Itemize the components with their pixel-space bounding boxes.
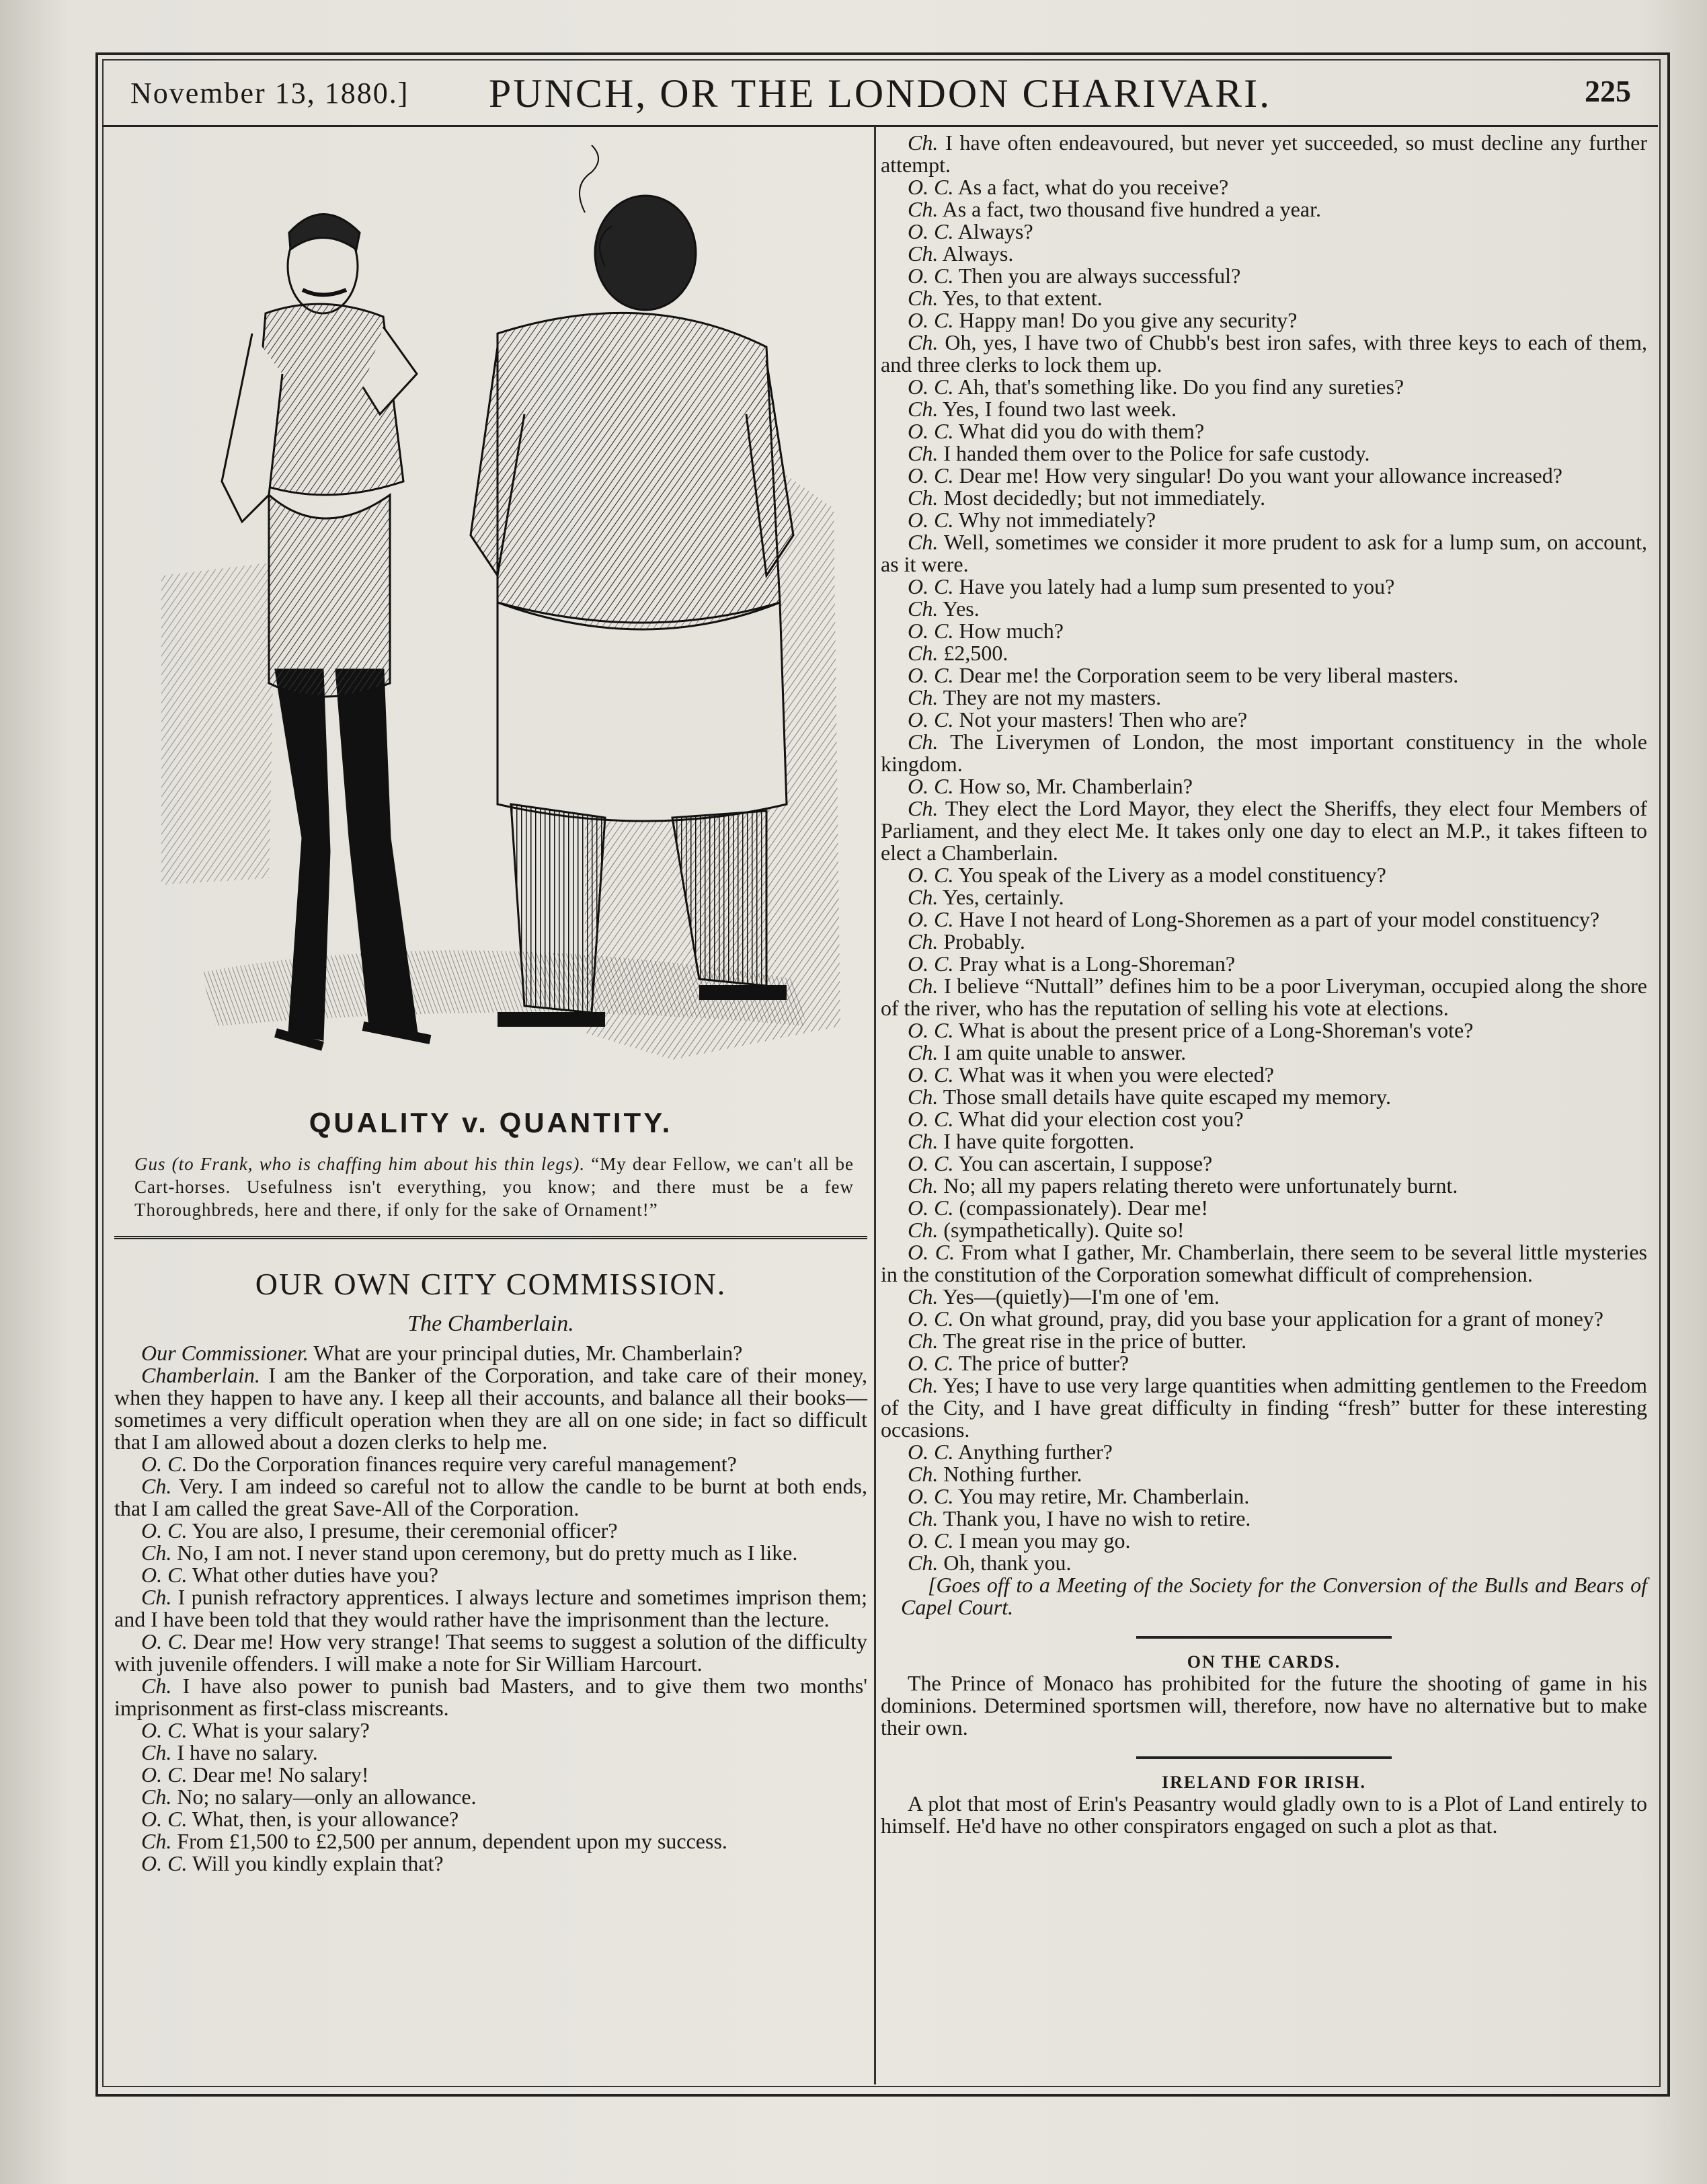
dialogue-line [881, 398, 1647, 420]
line-text: I am quite unable to answer. [943, 1040, 1187, 1064]
line-text: Always? [957, 219, 1033, 243]
speaker-label: O. C. [908, 951, 954, 976]
dialogue-line [881, 531, 1647, 576]
header-date: November 13, 1880.] [130, 77, 409, 110]
line-text: Always. [942, 241, 1014, 266]
page-header [102, 64, 1658, 124]
dialogue-line [114, 1719, 867, 1742]
speaker-label: Ch. [908, 397, 939, 421]
line-text: Yes, I found two last week. [943, 397, 1177, 421]
dialogue-line [881, 243, 1647, 265]
dialogue-line [114, 1786, 867, 1808]
speaker-label: Ch. [908, 1173, 939, 1198]
speaker-label: Ch. [141, 1585, 172, 1609]
dialogue-line [114, 1364, 867, 1453]
speaker-label: Ch. [141, 1785, 172, 1809]
speaker-label: O. C. [908, 508, 954, 532]
line-text: Pray what is a Long-Shoreman? [959, 951, 1236, 976]
dialogue-line [881, 642, 1647, 664]
dialogue-line [881, 1552, 1647, 1574]
line-text: (compassionately). Dear me! [959, 1196, 1208, 1220]
speaker-label: O. C. [908, 1151, 954, 1175]
speaker-label: O. C. [908, 375, 954, 399]
dialogue-line [881, 376, 1647, 398]
dialogue-line [114, 1453, 867, 1475]
dialogue-line [881, 487, 1647, 509]
section-rule-2 [1136, 1756, 1392, 1759]
speaker-label: O. C. [908, 619, 954, 643]
speaker-label: O. C. [908, 774, 954, 798]
speaker-label: Our Commissioner. [141, 1341, 309, 1365]
dialogue-line [881, 1064, 1647, 1086]
dialogue-line [114, 1808, 867, 1830]
dialogue-line [881, 265, 1647, 287]
dialogue-line [114, 1342, 867, 1364]
speaker-label: Ch. [908, 485, 939, 510]
speaker-label: O. C. [908, 1306, 954, 1331]
line-text: Anything further? [957, 1440, 1113, 1464]
dialogue-line [881, 1197, 1647, 1219]
cartoon-caption [134, 1153, 854, 1221]
line-text: No; all my papers relating thereto were unfortunately burnt. [943, 1173, 1458, 1198]
speaker-label: Ch. [908, 241, 939, 266]
line-text: Ah, that's something like. Do you find any sureties? [957, 375, 1404, 399]
line-text: The great rise in the price of butter. [943, 1329, 1247, 1353]
speaker-label: O. C. [908, 175, 954, 199]
line-text: How so, Mr. Chamberlain? [959, 774, 1193, 798]
line-text: What are your principal duties, Mr. Chamberlain? [313, 1341, 743, 1365]
speaker-label: Ch. [908, 796, 939, 820]
line-text: No, I am not. I never stand upon ceremony, but do pretty much as I like. [177, 1540, 798, 1565]
speaker-label: Ch. [908, 641, 939, 665]
page-number: 225 [1585, 74, 1631, 108]
dialogue-line [881, 332, 1647, 376]
dialogue-line [114, 1830, 867, 1852]
dialogue-line [881, 1108, 1647, 1130]
dialogue-line [881, 797, 1647, 864]
line-text: You may retire, Mr. Chamberlain. [958, 1484, 1250, 1508]
left-column [114, 132, 867, 1875]
line-text: You are also, I presume, their ceremonial officer? [192, 1518, 618, 1543]
line-text: Have I not heard of Long-Shoremen as a part of your model constituency? [959, 907, 1600, 931]
dialogue-line [881, 1019, 1647, 1042]
speaker-label: O. C. [908, 219, 954, 243]
line-text: What did you do with them? [958, 419, 1205, 443]
dialogue-line [881, 931, 1647, 953]
line-text: Why not immediately? [958, 508, 1156, 532]
speaker-label: Ch. [908, 441, 939, 465]
line-text: From what I gather, Mr. Chamberlain, there seem to be several little mysteries in the constitution of the Corporation somewhat difficult of comprehension. [881, 1240, 1648, 1286]
line-text: Will you kindly explain that? [192, 1851, 444, 1875]
speaker-label: Ch. [141, 1740, 172, 1764]
line-text: On what ground, pray, did you base your application for a grant of money? [959, 1306, 1603, 1331]
line-text: The price of butter? [958, 1351, 1129, 1375]
line-text: I have also power to punish bad Masters, and to give them two months' imprisonment as first-class miscreants. [114, 1674, 867, 1720]
speaker-label: O. C. [141, 1518, 188, 1543]
dialogue-line [881, 1508, 1647, 1530]
header-rule [102, 125, 1658, 127]
dialogue-line [881, 198, 1647, 221]
right-column [881, 132, 1647, 1837]
dialogue-line [881, 687, 1647, 709]
section-double-rule [114, 1236, 867, 1239]
cartoon-title: QUALITY v. QUANTITY. [309, 1107, 673, 1138]
speaker-label: Chamberlain. [141, 1363, 260, 1387]
dialogue-line [881, 775, 1647, 797]
speaker-label: O. C. [141, 1629, 188, 1653]
speaker-label: Ch. [908, 330, 939, 354]
speaker-label: Ch. [908, 1040, 939, 1064]
dialogue-line [881, 1175, 1647, 1197]
dialogue-line [881, 1219, 1647, 1241]
stage-direction: [Goes off to a Meeting of the Society for the Conversion of the Bulls and Bears of Capel Court. [901, 1573, 1647, 1619]
speaker-label: O. C. [908, 264, 954, 288]
dialogue-line [881, 1441, 1647, 1463]
speaker-label: O. C. [908, 1351, 954, 1375]
line-text: Most decidedly; but not immediately. [943, 485, 1266, 510]
line-text: Have you lately had a lump sum presented to you? [959, 574, 1395, 598]
dialogue-line [881, 598, 1647, 620]
speaker-label: O. C. [908, 1018, 954, 1042]
line-text: I am the Banker of the Corporation, and take care of their money, when they happen to have any. I keep all their accounts, and balance all their books—sometimes a very difficult operation when they are all on one side; in fact so difficult that I am allowed about a dozen clerks to help me. [114, 1363, 868, 1454]
line-text: What is about the present price of a Long-Shoreman's vote? [958, 1018, 1474, 1042]
line-text: I have no salary. [177, 1740, 318, 1764]
line-text: I mean you may go. [959, 1528, 1131, 1553]
dialogue-line [114, 1564, 867, 1586]
speaker-label: Ch. [908, 885, 939, 909]
speaker-label: O. C. [908, 863, 954, 887]
cartoon-illustration [121, 132, 861, 1093]
dialogue-line [881, 886, 1647, 908]
line-text: Do the Corporation finances require very careful management? [192, 1452, 737, 1476]
speaker-label: Ch. [908, 1506, 939, 1530]
speaker-label: O. C. [908, 574, 954, 598]
line-text: Happy man! Do you give any security? [959, 308, 1298, 332]
dialogue-line [114, 1542, 867, 1564]
line-text: As a fact, what do you receive? [957, 175, 1229, 199]
header-title: PUNCH, OR THE LONDON CHARIVARI. [488, 71, 1272, 116]
dialogue-line [114, 1675, 867, 1719]
speaker-label: Ch. [908, 1284, 939, 1309]
dialogue-line [881, 132, 1647, 176]
speaker-label: Ch. [141, 1829, 172, 1853]
dialogue-line [114, 1764, 867, 1786]
speaker-label: O. C. [908, 1484, 954, 1508]
ireland-title: IRELAND FOR IRISH. [1162, 1772, 1366, 1792]
dialogue-line [881, 1485, 1647, 1508]
speaker-label: O. C. [908, 1062, 954, 1087]
line-text: The Liverymen of London, the most important constituency in the whole kingdom. [881, 730, 1648, 776]
line-text: They elect the Lord Mayor, they elect the Sheriffs, they elect four Members of Parliament, and they elect Me. It takes only one day to elect an M.P., it takes fifteen to elect a Chamberlain. [881, 796, 1648, 865]
speaker-label: Ch. [908, 1218, 939, 1242]
dialogue-line [114, 1852, 867, 1875]
article-title: OUR OWN CITY COMMISSION. [255, 1267, 727, 1301]
line-text: Yes. [943, 596, 980, 621]
speaker-label: Ch. [141, 1674, 172, 1698]
dialogue-line [114, 1631, 867, 1675]
speaker-label: O. C. [141, 1452, 188, 1476]
dialogue-line [881, 731, 1647, 775]
line-text: You speak of the Livery as a model constituency? [958, 863, 1386, 887]
dialogue-line [881, 1042, 1647, 1064]
line-text: I punish refractory apprentices. I always lecture and sometimes imprison them; and I have been told that they would rather have the imprisonment than the lecture. [114, 1585, 868, 1631]
dialogue-line [881, 509, 1647, 531]
line-text: Yes; I have to use very large quantities when admitting gentlemen to the Freedom of the City, and I have great difficulty in finding “fresh” butter for these interesting occasions. [881, 1373, 1648, 1442]
speaker-label: Ch. [908, 1462, 939, 1486]
speaker-label: O. C. [908, 707, 954, 732]
line-text: Then you are always successful? [958, 264, 1241, 288]
on-the-cards-block [881, 1672, 1647, 1739]
article-subtitle: The Chamberlain. [407, 1311, 574, 1336]
dialogue-line [114, 1742, 867, 1764]
speaker-label: O. C. [908, 308, 954, 332]
dialogue-line [881, 953, 1647, 975]
line-text: Oh, yes, I have two of Chubb's best iron safes, with three keys to each of them, and three clerks to lock them up. [881, 330, 1648, 377]
line-text: What is your salary? [192, 1718, 370, 1742]
dialogue-line [881, 709, 1647, 731]
line-text: Dear me! How very strange! That seems to suggest a solution of the difficulty with juvenile offenders. I will make a note for Sir William Harcourt. [114, 1629, 868, 1676]
dialogue-line [881, 1153, 1647, 1175]
dialogue-line [881, 1330, 1647, 1352]
speaker-label: Ch. [908, 197, 939, 221]
dialogue-line [881, 1374, 1647, 1441]
line-text: Dear me! How very singular! Do you want your allowance increased? [959, 463, 1562, 488]
speaker-label: Ch. [908, 1373, 939, 1397]
speaker-label: Ch. [908, 1085, 939, 1109]
line-text: Dear me! the Corporation seem to be very liberal masters. [959, 663, 1459, 687]
cartoon-engraving [121, 132, 861, 1093]
section-rule [1136, 1636, 1392, 1639]
line-text: Dear me! No salary! [192, 1762, 369, 1787]
ireland-block [881, 1793, 1647, 1837]
speaker-label: Ch. [908, 1329, 939, 1353]
line-text: (sympathetically). Quite so! [943, 1218, 1185, 1242]
speaker-label: O. C. [141, 1807, 188, 1831]
speaker-label: O. C. [141, 1563, 188, 1587]
line-text: I have often endeavoured, but never yet succeeded, so must decline any further attempt. [881, 130, 1648, 177]
dialogue-line [881, 1241, 1647, 1286]
line-text: Not your masters! Then who are? [959, 707, 1248, 732]
speaker-label: O. C. [908, 1196, 954, 1220]
speaker-label: Ch. [908, 974, 939, 998]
dialogue-line [881, 975, 1647, 1019]
speaker-label: Ch. [908, 1551, 939, 1575]
dialogue-line [881, 176, 1647, 198]
speaker-label: Ch. [908, 929, 939, 953]
speaker-label: O. C. [141, 1718, 188, 1742]
dialogue-line [881, 420, 1647, 442]
dialogue-line [881, 576, 1647, 598]
caption-lead: Gus (to Frank, who is chaffing him about his thin legs). [134, 1154, 586, 1174]
line-text: No; no salary—only an allowance. [177, 1785, 477, 1809]
line-text: Oh, thank you. [943, 1551, 1072, 1575]
line-text: Those small details have quite escaped my memory. [943, 1085, 1391, 1109]
dialogue-line [114, 1586, 867, 1631]
line-text: Well, sometimes we consider it more prudent to ask for a lump sum, on account, as it were. [881, 530, 1647, 576]
line-text: You can ascertain, I suppose? [958, 1151, 1213, 1175]
dialogue-line [881, 1086, 1647, 1108]
on-the-cards-text: The Prince of Monaco has prohibited for the future the shooting of game in his dominions. Determined sportsmen will, therefore, now have no alternative but to make their own. [881, 1671, 1647, 1740]
dialogue-line [881, 465, 1647, 487]
speaker-label: Ch. [908, 730, 939, 754]
line-text: What, then, is your allowance? [192, 1807, 459, 1831]
line-text: What was it when you were elected? [958, 1062, 1274, 1087]
stage-direction-block [881, 1574, 1647, 1618]
article-body-left [114, 1342, 867, 1875]
dialogue-line [881, 287, 1647, 309]
speaker-label: O. C. [908, 1528, 954, 1553]
on-the-cards-title: ON THE CARDS. [1187, 1652, 1341, 1672]
speaker-label: Ch. [908, 685, 939, 709]
line-text: As a fact, two thousand five hundred a year. [942, 197, 1321, 221]
line-text: I believe “Nuttall” defines him to be a poor Liveryman, occupied along the shore of the river, who has the reputation of selling his vote at elections. [881, 974, 1648, 1020]
line-text: How much? [959, 619, 1064, 643]
dialogue-line [881, 908, 1647, 931]
line-text: Yes—(quietly)—I'm one of 'em. [943, 1284, 1220, 1309]
line-text: I have quite forgotten. [943, 1129, 1135, 1153]
dialogue-line [881, 221, 1647, 243]
dialogue-line [881, 1130, 1647, 1153]
dialogue-line [881, 442, 1647, 465]
speaker-label: O. C. [908, 419, 954, 443]
speaker-label: Ch. [141, 1474, 172, 1498]
line-text: Probably. [943, 929, 1025, 953]
speaker-label: O. C. [908, 1240, 955, 1264]
speaker-label: Ch. [908, 1129, 939, 1153]
speaker-label: Ch. [908, 596, 939, 621]
dialogue-line [881, 1352, 1647, 1374]
speaker-label: O. C. [908, 663, 954, 687]
speaker-label: Ch. [908, 286, 939, 310]
line-text: Yes, to that extent. [943, 286, 1103, 310]
dialogue-line [881, 1286, 1647, 1308]
dialogue-line [881, 620, 1647, 642]
line-text: £2,500. [943, 641, 1008, 665]
dialogue-line [881, 309, 1647, 332]
column-rule [874, 126, 876, 2084]
line-text: What did your election cost you? [958, 1107, 1244, 1131]
dialogue-line [114, 1475, 867, 1520]
line-text: Nothing further. [943, 1462, 1082, 1486]
dialogue-line [114, 1520, 867, 1542]
line-text: Yes, certainly. [943, 885, 1064, 909]
caption-quote: “My dear Fellow, we can't all be Cart-horses. Usefulness isn't everything, you know; and there must be a few Thoroughbreds, here and there, if only for the sake of Ornament!” [134, 1154, 854, 1220]
dialogue-line [881, 664, 1647, 687]
line-text: Thank you, I have no wish to retire. [943, 1506, 1251, 1530]
speaker-label: Ch. [141, 1540, 172, 1565]
speaker-label: O. C. [908, 463, 954, 488]
speaker-label: O. C. [908, 907, 954, 931]
line-text: What other duties have you? [192, 1563, 438, 1587]
dialogue-line [881, 1530, 1647, 1552]
dialogue-line [881, 1308, 1647, 1330]
ireland-text: A plot that most of Erin's Peasantry would gladly own to is a Plot of Land entirely to himself. He'd have no other conspirators engaged on such a plot as that. [881, 1791, 1647, 1838]
line-text: From £1,500 to £2,500 per annum, dependent upon my success. [177, 1829, 727, 1853]
line-text: They are not my masters. [943, 685, 1162, 709]
line-text: I handed them over to the Police for safe custody. [943, 441, 1370, 465]
article-body-right [881, 132, 1647, 1574]
dialogue-line [881, 1463, 1647, 1485]
speaker-label: Ch. [908, 130, 939, 155]
speaker-label: O. C. [908, 1107, 954, 1131]
speaker-label: Ch. [908, 530, 939, 554]
speaker-label: O. C. [141, 1762, 188, 1787]
line-text: Very. I am indeed so careful not to allow the candle to be burnt at both ends, that I am called the great Save-All of the Corporation. [114, 1474, 868, 1520]
dialogue-line [881, 864, 1647, 886]
speaker-label: O. C. [141, 1851, 188, 1875]
speaker-label: O. C. [908, 1440, 954, 1464]
